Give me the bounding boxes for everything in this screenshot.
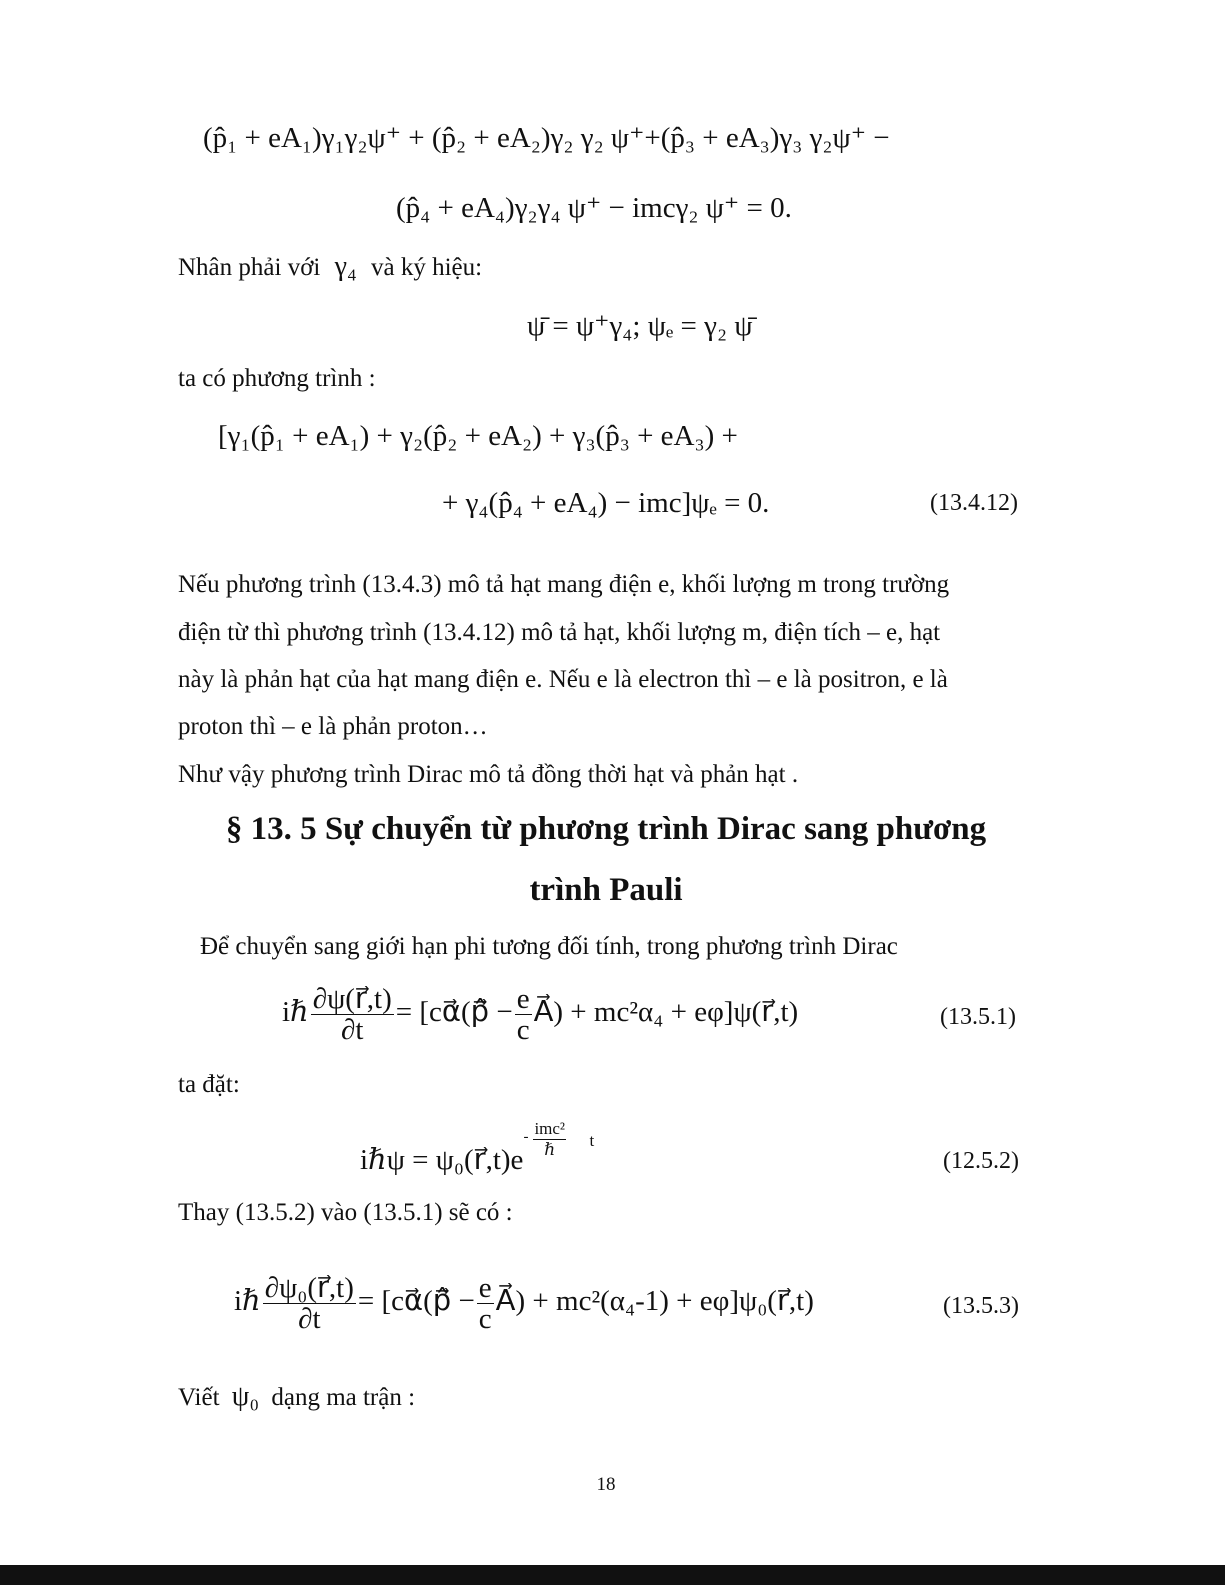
equation-number: (13.5.1) <box>940 1004 1016 1030</box>
equation-line <box>282 984 798 1045</box>
equation-line: ψ̄ = ψ⁺γ₄; ψₑ = γ₂ ψ̄ <box>527 310 753 342</box>
section-heading: trình Pauli <box>529 872 683 908</box>
equation-part: A⃗) + mc²(α₄-1) + eφ]ψ₀(r⃗,t) <box>495 1285 814 1318</box>
equation-part: A⃗) + mc²α₄ + eφ]ψ(r⃗,t) <box>533 996 799 1029</box>
fraction-numerator: e <box>478 1272 492 1304</box>
paragraph-line: này là phản hạt của hạt mang điện e. Nếu e là electron thì – e là positron, e là <box>178 666 948 693</box>
equation-line: (p̂₄ + eA₄)γ₂γ₄ ψ⁺ − imcγ₂ ψ⁺ = 0. <box>396 192 792 224</box>
fraction-denominator: c <box>516 1014 530 1046</box>
exponent-fraction <box>533 1119 566 1160</box>
equation-part: iℏ <box>234 1285 261 1318</box>
bottom-border <box>0 1565 1225 1585</box>
equation-line <box>234 1273 814 1334</box>
paragraph-line: proton thì – e là phản proton… <box>178 713 488 740</box>
equation-number: (13.5.3) <box>943 1293 1019 1319</box>
paragraph: Để chuyển sang giới hạn phi tương đối tính, trong phương trình Dirac <box>200 933 898 960</box>
paragraph: Thay (13.5.2) vào (13.5.1) sẽ có : <box>178 1199 513 1226</box>
paragraph: ta có phương trình : <box>178 365 376 392</box>
equation-part: iℏ <box>282 996 309 1029</box>
equation-line: [γ₁(p̂₁ + eA₁) + γ₂(p̂₂ + eA₂) + γ₃(p̂₃ + eA₃) + <box>218 420 738 452</box>
paragraph-line: điện từ thì phương trình (13.4.12) mô tả hạt, khối lượng m, điện tích – e, hạt <box>178 619 941 646</box>
equation-number: (12.5.2) <box>943 1148 1019 1174</box>
fraction <box>477 1273 494 1334</box>
paragraph-line: Nếu phương trình (13.4.3) mô tả hạt mang điện e, khối lượng m trong trường <box>178 571 950 598</box>
exponent <box>523 1119 607 1169</box>
paragraph <box>178 1382 415 1413</box>
equation-line: + γ₄(p̂₄ + eA₄) − imc]ψₑ = 0. <box>442 487 770 519</box>
fraction-denominator: c <box>478 1303 492 1335</box>
fraction-numerator: ∂ψ₀(r⃗,t) <box>264 1272 354 1304</box>
paragraph: Như vậy phương trình Dirac mô tả đồng thời hạt và phản hạt . <box>178 761 799 788</box>
paragraph <box>178 252 482 283</box>
equation-part: = [cα⃗(p̂⃗ − <box>395 996 513 1029</box>
fraction <box>311 984 394 1045</box>
exponent-sign: - <box>523 1129 529 1145</box>
equation-line <box>360 1119 607 1178</box>
section-heading: § 13. 5 Sự chuyển từ phương trình Dirac sang phương <box>225 811 987 847</box>
fraction-numerator: e <box>516 983 530 1015</box>
text-fragment: Viết <box>178 1384 220 1411</box>
equation-part: = [cα⃗(p̂⃗ − <box>357 1285 475 1318</box>
inline-symbol: γ₄ <box>334 251 357 282</box>
inline-symbol: ψ₀ <box>231 1381 260 1412</box>
fraction-denominator: ∂t <box>341 1014 364 1046</box>
fraction <box>515 984 532 1045</box>
page-number: 18 <box>596 1474 616 1495</box>
text-fragment: và ký hiệu: <box>371 254 483 281</box>
equation-line: (p̂₁ + eA₁)γ₁γ₂ψ⁺ + (p̂₂ + eA₂)γ₂ γ₂ ψ⁺+(p̂₃ + eA₃)γ₃ γ₂ψ⁺ − <box>203 122 890 154</box>
fraction <box>263 1273 356 1334</box>
text-fragment: dạng ma trận : <box>271 1384 416 1411</box>
equation-number: (13.4.12) <box>930 490 1018 516</box>
text-fragment: Nhân phải với <box>178 254 321 281</box>
paragraph: ta đặt: <box>178 1071 240 1098</box>
exponent-numerator: imc² <box>534 1119 566 1138</box>
exponent-denominator: ℏ <box>544 1140 556 1159</box>
fraction-numerator: ∂ψ(r⃗,t) <box>312 983 392 1015</box>
equation-part: iℏψ = ψ₀(r⃗,t)e <box>360 1144 524 1176</box>
exponent-variable: t <box>589 1131 595 1150</box>
fraction-denominator: ∂t <box>298 1303 321 1335</box>
